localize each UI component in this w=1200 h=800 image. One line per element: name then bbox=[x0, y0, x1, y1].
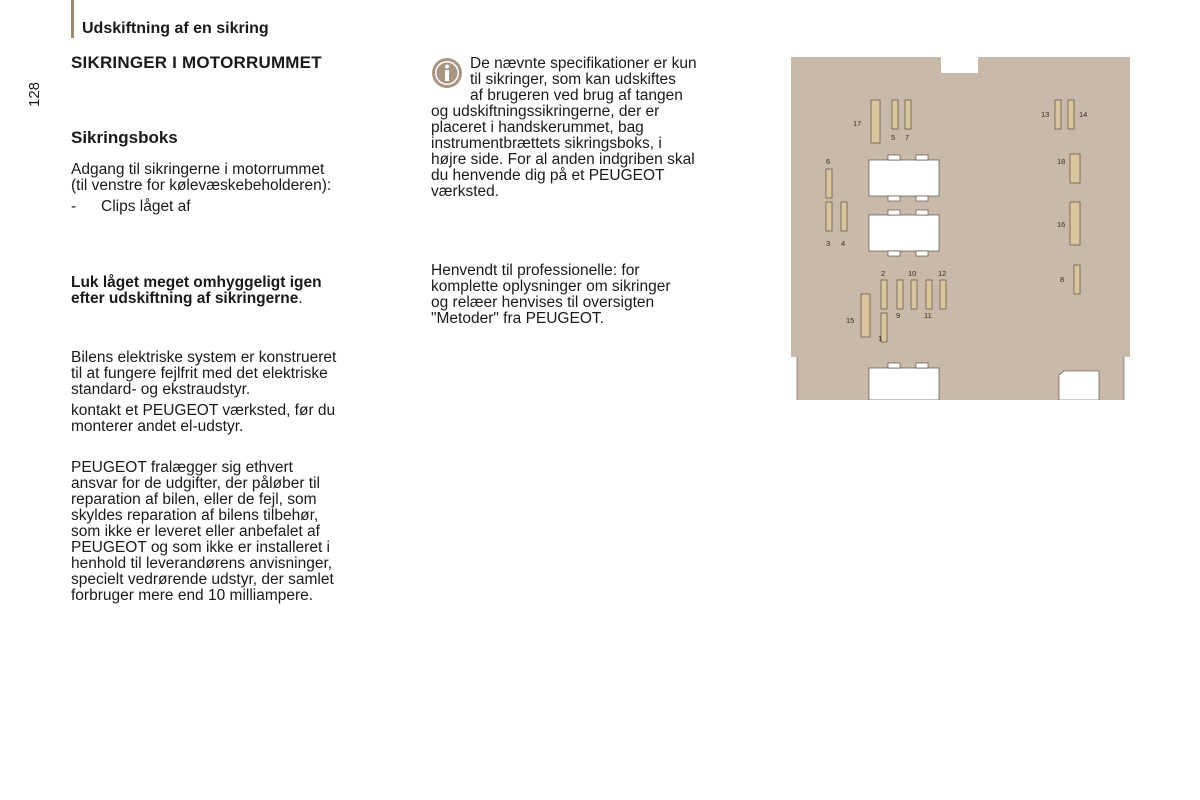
fuse-13 bbox=[1055, 100, 1061, 129]
info-paragraph-rest: og udskiftningssikringerne, der er placeret i handskerummet, bag instrumentbrættets sikringsboks, i højre side. For al anden indgriben skal du henvende dig på et PEUGEOT værksted. bbox=[431, 103, 695, 200]
fuse-label-13: 13 bbox=[1041, 110, 1050, 119]
warning-bold-text: Luk låget meget omhyggeligt igen efter udskiftning af sikringerne bbox=[71, 274, 322, 307]
fuse-8 bbox=[1074, 265, 1080, 294]
fuse-label-2: 2 bbox=[881, 269, 886, 278]
fuse-5 bbox=[892, 100, 898, 129]
warning-period: . bbox=[298, 290, 303, 307]
info-line-2: til sikringer, som kan udskiftes bbox=[470, 71, 676, 88]
relay-3 bbox=[869, 363, 939, 400]
relay-1 bbox=[869, 155, 939, 201]
bullet-item: Clips låget af bbox=[101, 198, 191, 215]
page-number: 128 bbox=[26, 81, 44, 108]
disclaimer-paragraph: PEUGEOT fralægger sig ethvert ansvar for de udgifter, der påløber til reparation af bilen, eller de fejl, som skyldes reparation af bilens tilbehør, som ikke er leveret eller anbefalet af PEUGEOT og som ikke er installeret i henhold til leverandørens anvisninger, specielt vedrørende udstyr, der samlet forbruger mere end 10 milliampere. bbox=[71, 459, 334, 604]
fuse-label-12: 12 bbox=[938, 269, 947, 278]
info-icon bbox=[431, 57, 463, 89]
fusebox-diagram bbox=[791, 57, 1130, 400]
top-notch bbox=[941, 57, 978, 73]
fuse-10 bbox=[911, 280, 917, 309]
electrical-paragraph: Bilens elektriske system er konstrueret til at fungere fejlfrit med det elektriske standard- og ekstraudstyr. bbox=[71, 349, 337, 398]
page-header-title: Udskiftning af en sikring bbox=[82, 20, 269, 37]
fuse-label-16: 16 bbox=[1057, 220, 1066, 229]
fuse-12 bbox=[940, 280, 946, 309]
fuse-11 bbox=[926, 280, 932, 309]
fuse-label-6: 6 bbox=[826, 157, 831, 166]
fuse-3 bbox=[826, 202, 832, 231]
professional-paragraph: Henvendt til professionelle: for komplette oplysninger om sikringer og relæer henvises til oversigten "Metoder" fra PEUGEOT. bbox=[431, 262, 671, 327]
connector-cutout bbox=[1059, 371, 1099, 400]
bottom-left-gap bbox=[791, 357, 797, 400]
fuse-label-9: 9 bbox=[896, 311, 901, 320]
warning-paragraph bbox=[71, 275, 322, 307]
header-accent-bar bbox=[71, 0, 74, 38]
fuse-18 bbox=[1070, 154, 1080, 183]
subsection-title: Sikringsboks bbox=[71, 128, 178, 147]
contact-paragraph: kontakt et PEUGEOT værksted, før du monterer andet el-udstyr. bbox=[71, 402, 336, 435]
fuse-16 bbox=[1070, 202, 1080, 245]
info-line-1: De nævnte specifikationer er kun bbox=[470, 55, 697, 72]
fuse-label-17: 17 bbox=[853, 119, 862, 128]
fuse-label-1: 1 bbox=[878, 334, 883, 343]
fuse-15 bbox=[861, 294, 870, 337]
fuse-17 bbox=[871, 100, 880, 143]
fuse-2 bbox=[881, 280, 887, 309]
fuse-label-3: 3 bbox=[826, 239, 831, 248]
relay-2 bbox=[869, 210, 939, 256]
bottom-right-gap bbox=[1124, 357, 1130, 400]
fuse-label-18: 18 bbox=[1057, 157, 1066, 166]
fuse-label-14: 14 bbox=[1079, 110, 1088, 119]
fuse-label-8: 8 bbox=[1060, 275, 1065, 284]
fuse-label-15: 15 bbox=[846, 316, 855, 325]
fuse-4 bbox=[841, 202, 847, 231]
fuse-label-11: 11 bbox=[924, 311, 932, 320]
access-paragraph: Adgang til sikringerne i motorrummet (til venstre for kølevæskebeholderen): bbox=[71, 161, 332, 194]
fuse-14 bbox=[1068, 100, 1074, 129]
fuse-label-5: 5 bbox=[891, 133, 896, 142]
fuse-9 bbox=[897, 280, 903, 309]
info-line-3: af brugeren ved brug af tangen bbox=[470, 87, 683, 104]
fuse-7 bbox=[905, 100, 911, 129]
fuse-label-7: 7 bbox=[905, 133, 910, 142]
fuse-6 bbox=[826, 169, 832, 198]
section-title: SIKRINGER I MOTORRUMMET bbox=[71, 53, 322, 72]
fuse-label-10: 10 bbox=[908, 269, 917, 278]
bullet-dash: - bbox=[71, 198, 77, 215]
fuse-label-4: 4 bbox=[841, 239, 846, 248]
